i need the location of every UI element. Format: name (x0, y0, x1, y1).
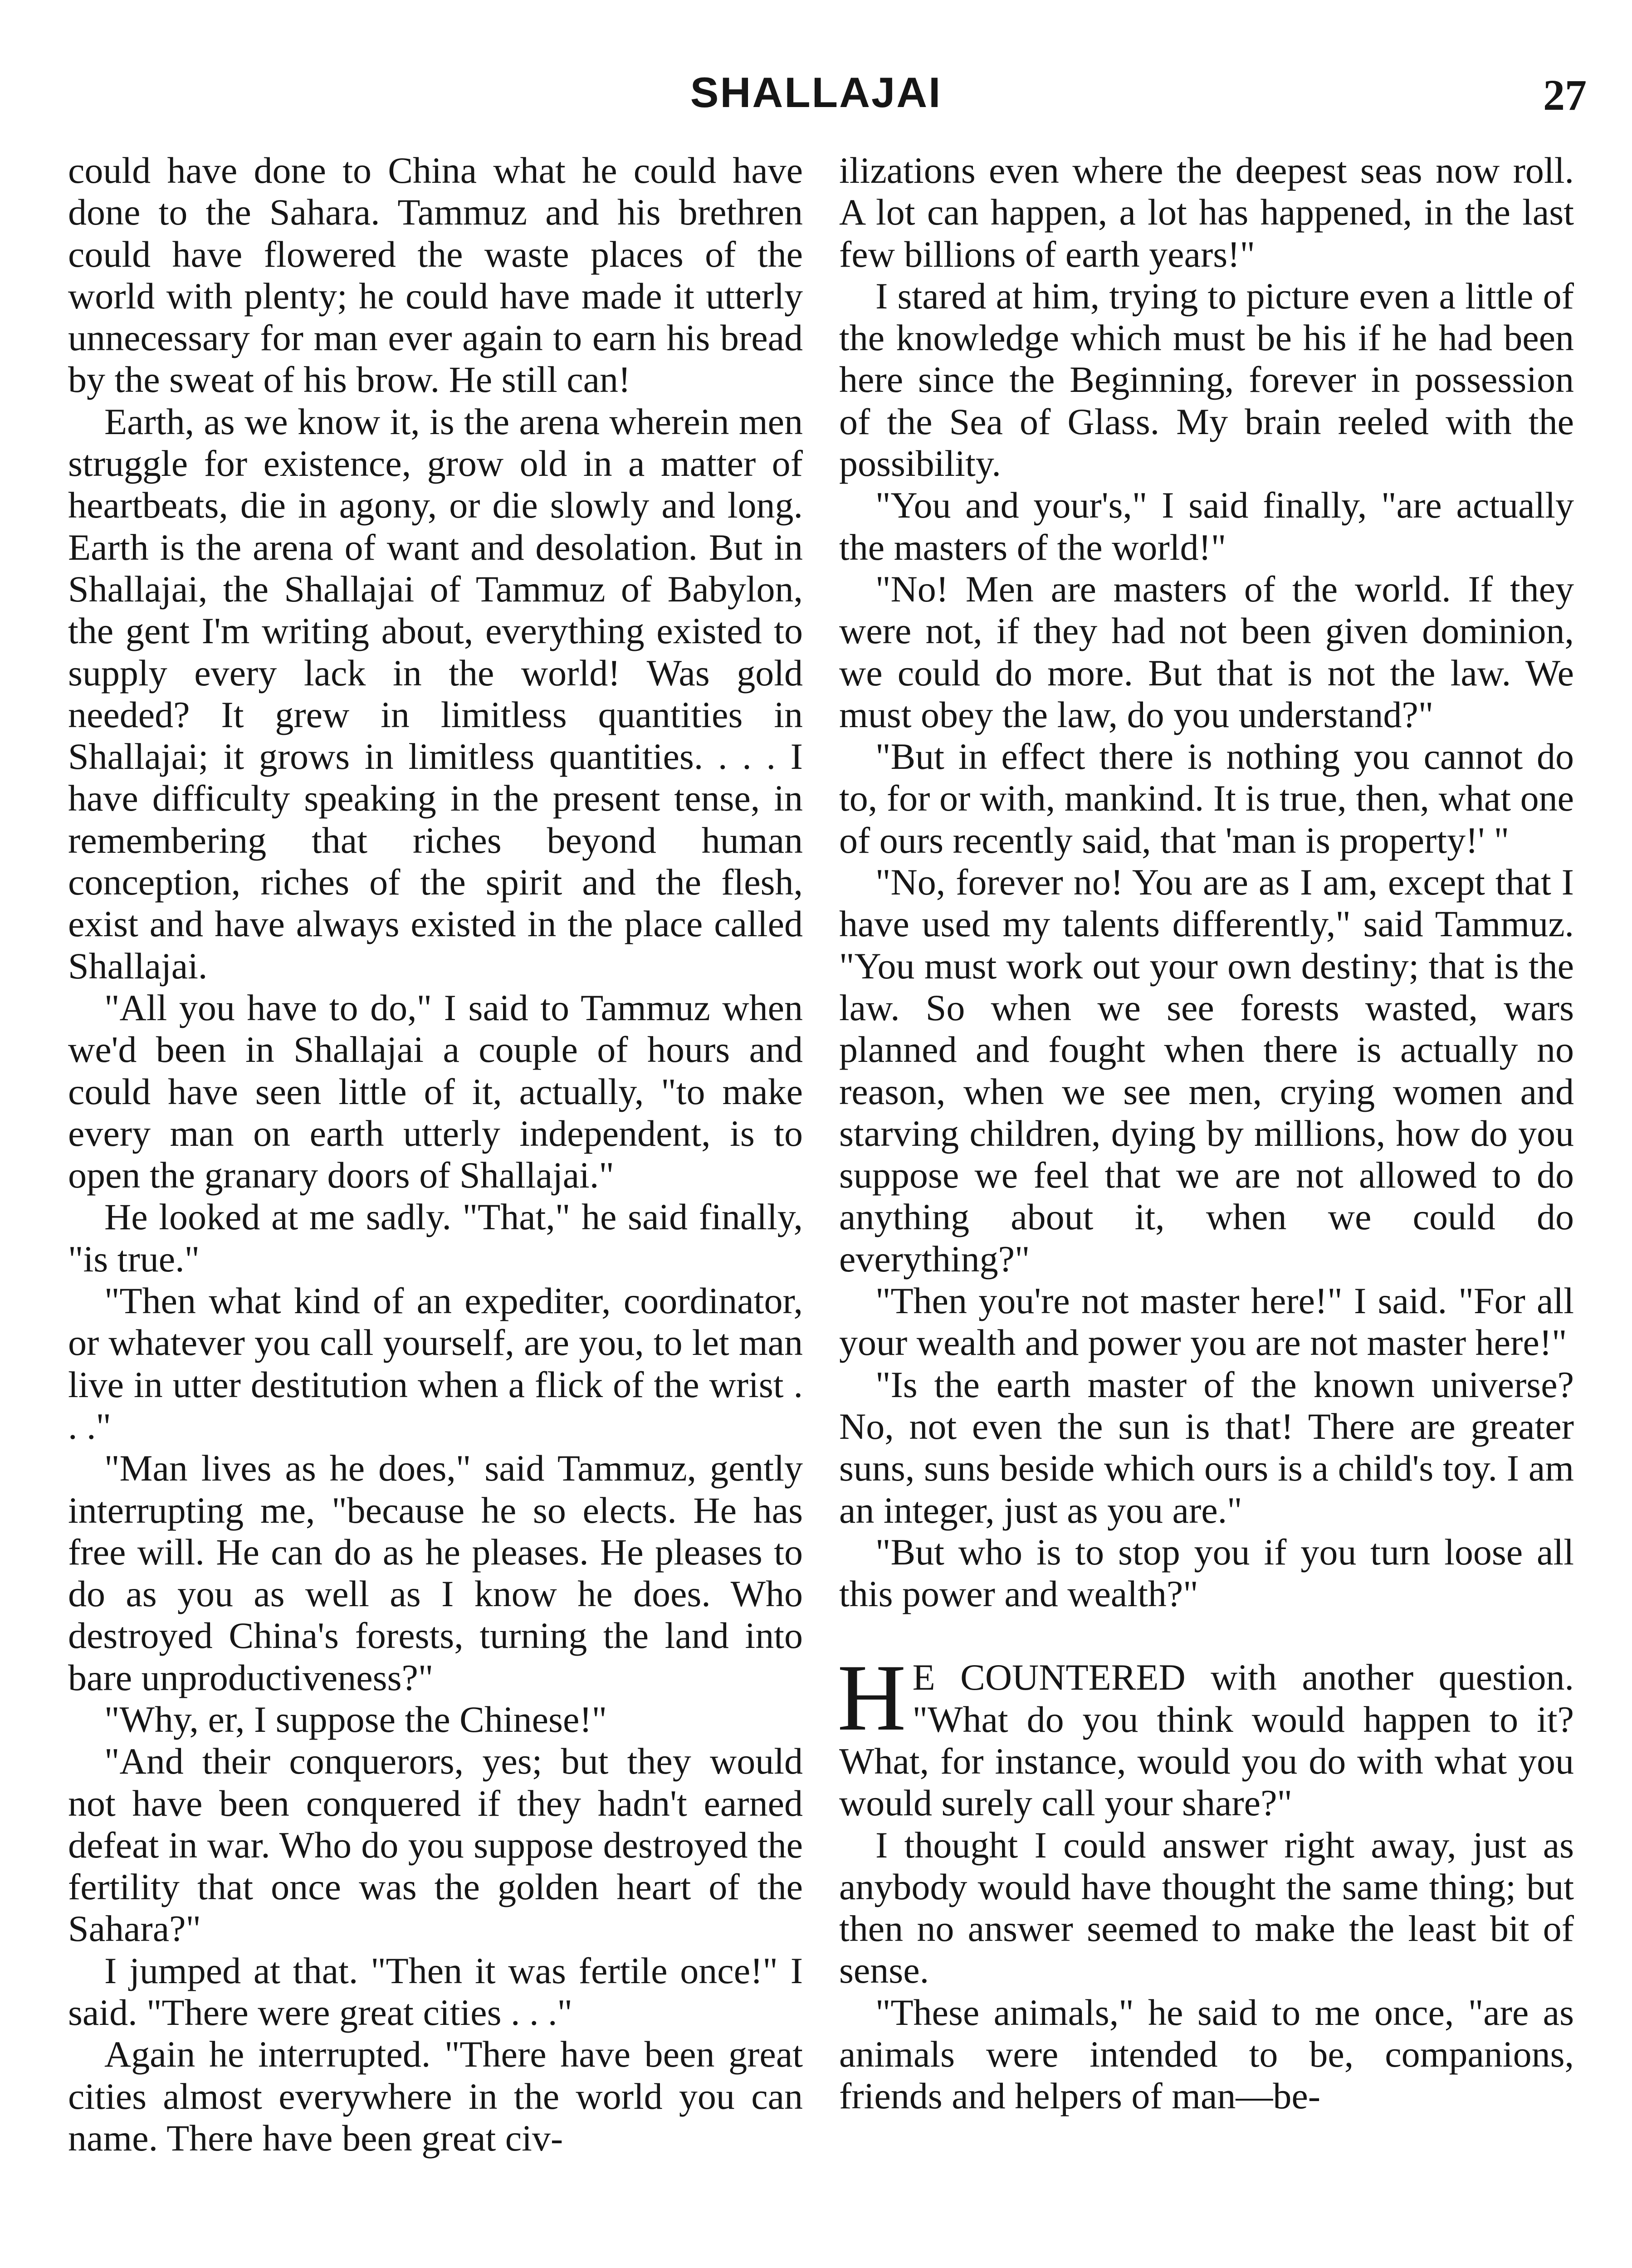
right-column (839, 150, 1574, 2117)
paragraph: "These animals," he said to me once, "are as animals were intended to be, companions, friends and helpers of man—be- (839, 1991, 1574, 2117)
paragraph: "All you have to do," I said to Tammuz when we'd been in Shallajai a couple of hours and could have seen little of it, actually, "to make every man on earth utterly independent, is to open the granary doors of Shallajai." (68, 987, 803, 1196)
paragraph: "Then what kind of an expediter, coordinator, or whatever you call yourself, are you, to let man live in utter destitution when a flick of the wrist . . ." (68, 1280, 803, 1447)
paragraph: could have done to China what he could have done to the Sahara. Tammuz and his brethren could have flowered the waste places of the world with plenty; he could have made it utterly unnecessary for man ever again to earn his bread by the sweat of his brow. He still can! (68, 150, 803, 401)
paragraph: I thought I could answer right away, just as anybody would have thought the same thing; but then no answer seemed to make the least bit of sense. (839, 1824, 1574, 1991)
section-lead-text: E COUNTERED with another question. "What do you think would happen to it? What, for instance, would you do with what you would surely call your share?" (839, 1657, 1574, 1824)
section-lead-paragraph (837, 1645, 1574, 1824)
paragraph: "No! Men are masters of the world. If they were not, if they had not been given dominion, we could do more. But that is not the law. We must obey the law, do you understand?" (839, 568, 1574, 735)
paragraph: "Is the earth master of the known universe? No, not even the sun is that! There are greater suns, suns beside which ours is a child's toy. I am an integer, just as you are." (839, 1364, 1574, 1531)
paragraph: ilizations even where the deepest seas now roll. A lot can happen, a lot has happened, in the last few billions of earth years!" (839, 150, 1574, 275)
paragraph: He looked at me sadly. "That," he said finally, "is true." (68, 1196, 803, 1280)
paragraph: "Why, er, I suppose the Chinese!" (104, 1698, 607, 1740)
paragraph: I jumped at that. "Then it was fertile once!" I said. "There were great cities . . ." (68, 1950, 803, 2033)
left-column (68, 150, 803, 2159)
paragraph: Earth, as we know it, is the arena wherein men struggle for existence, grow old in a matter of heartbeats, die in agony, or die slowly and long. Earth is the arena of want and desolation. But in Shallajai, the Shallajai of Tammuz of Babylon, the gent I'm writing about, everything existed to supply every lack in the world! Was gold needed? It grew in limitless quantities in Shallajai; it grows in limitless quantities. . . . I have difficulty speaking in the present tense, in remembering that riches beyond human conception, riches of the spirit and the flesh, exist and have always existed in the place called Shallajai. (68, 401, 803, 987)
page-number: 27 (1543, 71, 1587, 119)
running-title: SHALLAJAI (690, 68, 942, 116)
paragraph: "But who is to stop you if you turn loose all this power and wealth?" (839, 1531, 1574, 1615)
paragraph: "You and your's," I said finally, "are actually the masters of the world!" (839, 484, 1574, 568)
paragraph: "Then you're not master here!" I said. "For all your wealth and power you are not master here!" (839, 1280, 1574, 1364)
paragraph: "But in effect there is nothing you cannot do to, for or with, mankind. It is true, then, what one of ours recently said, that 'man is property!' " (839, 736, 1574, 861)
drop-cap: H (837, 1645, 906, 1751)
paragraph: "Man lives as he does," said Tammuz, gently interrupting me, "because he so elects. He has free will. He can do as he pleases. He pleases to do as you as well as I know he does. Who destroyed China's forests, turning the land into bare unproductiveness?" (68, 1447, 803, 1698)
paragraph: Again he interrupted. "There have been great cities almost everywhere in the world you can name. There have been great civ- (68, 2033, 803, 2159)
paragraph: I stared at him, trying to picture even a little of the knowledge which must be his if he had been here since the Beginning, forever in possession of the Sea of Glass. My brain reeled with the possibility. (839, 275, 1574, 484)
running-head (0, 68, 1632, 122)
paragraph: "No, forever no! You are as I am, except that I have used my talents differently," said Tammuz. "You must work out your own destiny; that is the law. So when we see forests wasted, wars planned and fought when there is actually no reason, when we see men, crying women and starving children, dying by millions, how do you suppose we feel that we are not allowed to do anything about it, when we could do everything?" (839, 861, 1574, 1280)
paragraph: "And their conquerors, yes; but they would not have been conquered if they hadn't earned defeat in war. Who do you suppose destroyed the fertility that once was the golden heart of the Sahara?" (68, 1740, 803, 1950)
